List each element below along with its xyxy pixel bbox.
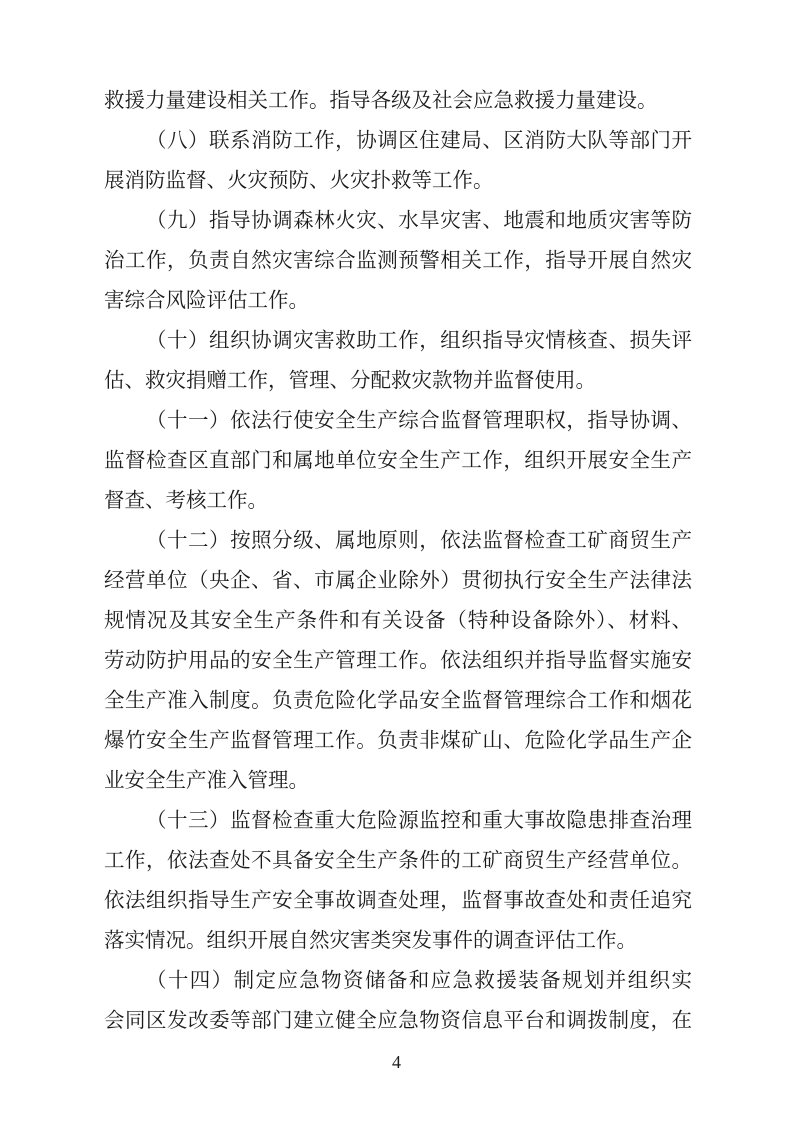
text-line: 全生产准入制度。负责危险化学品安全监督管理综合工作和烟花 [104, 688, 692, 712]
text-line: 救援力量建设相关工作。指导各级及社会应急救援力量建设。 [104, 88, 658, 112]
text-line: 劳动防护用品的安全生产管理工作。依法组织并指导监督实施安 [104, 648, 692, 672]
paragraph-item-9 [104, 200, 692, 320]
text-line: 督查、考核工作。 [104, 488, 268, 512]
text-line: 落实情况。组织开展自然灾害类突发事件的调查评估工作。 [104, 928, 637, 952]
paragraph-item-8 [104, 120, 692, 200]
text-line: 害综合风险评估工作。 [104, 288, 309, 312]
paragraph-item-10 [104, 320, 692, 400]
text-line: 经营单位（央企、省、市属企业除外）贯彻执行安全生产法律法 [104, 568, 692, 592]
text-line: 依法组织指导生产安全事故调查处理，监督事故查处和责任追究 [104, 888, 692, 912]
text-line: 治工作，负责自然灾害综合监测预警相关工作，指导开展自然灾 [104, 248, 692, 272]
text-line: （十三）监督检查重大危险源监控和重大事故隐患排查治理 [146, 808, 692, 832]
text-line: 工作，依法查处不具备安全生产条件的工矿商贸生产经营单位。 [104, 848, 692, 872]
text-line: 估、救灾捐赠工作，管理、分配救灾款物并监督使用。 [104, 368, 596, 392]
text-line: 展消防监督、火灾预防、火灾扑救等工作。 [104, 168, 494, 192]
page-number: 4 [392, 1052, 401, 1072]
text-line: 爆竹安全生产监督管理工作。负责非煤矿山、危险化学品生产企 [104, 728, 692, 752]
text-line: （八）联系消防工作，协调区住建局、区消防大队等部门开 [146, 128, 692, 152]
paragraph-item-14 [104, 960, 692, 1040]
text-line: （十四）制定应急物资储备和应急救援装备规划并组织实 [146, 968, 692, 992]
paragraph-item-12 [104, 520, 692, 800]
text-line: 监督检查区直部门和属地单位安全生产工作，组织开展安全生产 [104, 448, 692, 472]
text-line: 会同区发改委等部门建立健全应急物资信息平台和调拨制度，在 [104, 1008, 692, 1032]
text-line: （十二）按照分级、属地原则，依法监督检查工矿商贸生产 [146, 528, 692, 552]
paragraph-item-13 [104, 800, 692, 960]
text-line: （十一）依法行使安全生产综合监督管理职权，指导协调、 [146, 408, 692, 432]
text-line: （九）指导协调森林火灾、水旱灾害、地震和地质灾害等防 [146, 208, 692, 232]
text-line: 业安全生产准入管理。 [104, 768, 309, 792]
document-body [104, 80, 692, 1040]
text-line: （十）组织协调灾害救助工作，组织指导灾情核查、损失评 [146, 328, 692, 352]
paragraph-item-11 [104, 400, 692, 520]
paragraph-continuation [104, 80, 692, 120]
text-line: 规情况及其安全生产条件和有关设备（特种设备除外）、材料、 [104, 608, 692, 632]
